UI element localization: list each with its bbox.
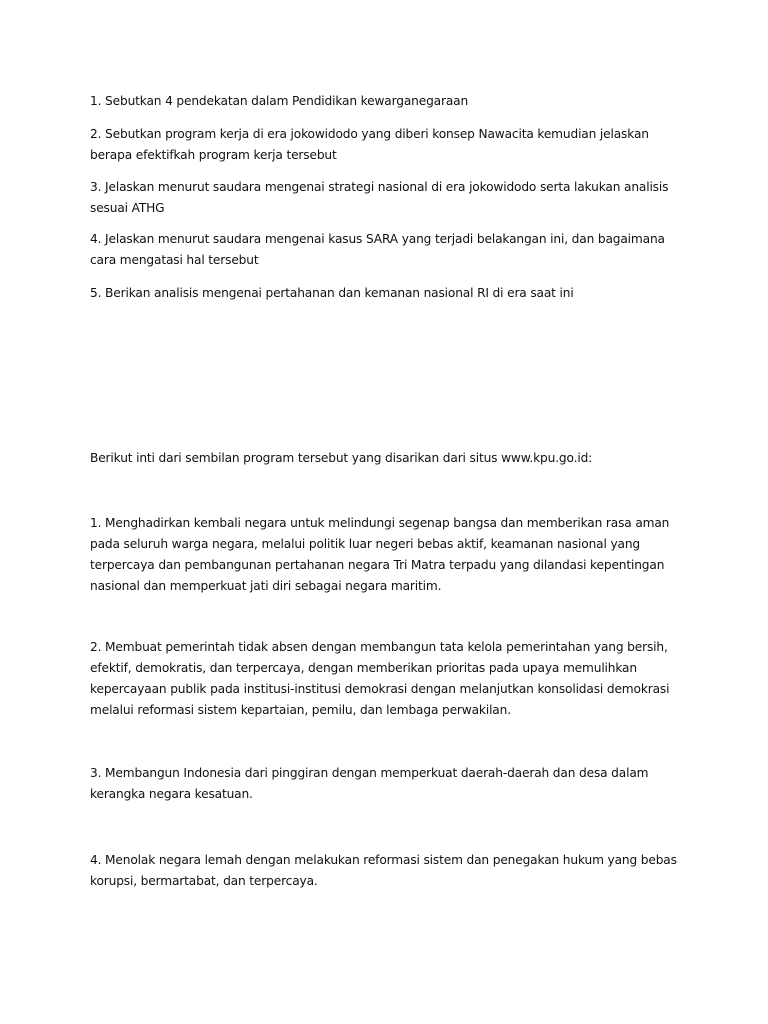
question-5: 5. Berikan analisis mengenai pertahanan dan kemanan nasional RI di era saat ini	[90, 286, 574, 300]
program-item-4: 4. Menolak negara lemah dengan melakukan reformasi sistem dan penegakan hukum yang bebas korupsi, bermartabat, dan terpercaya.	[90, 853, 677, 888]
question-3: 3. Jelaskan menurut saudara mengenai strategi nasional di era jokowidodo serta lakukan analisis sesuai ATHG	[90, 180, 669, 215]
program-item-3: 3. Membangun Indonesia dari pinggiran dengan memperkuat daerah-daerah dan desa dalam kerangka negara kesatuan.	[90, 766, 649, 801]
program-intro: Berikut inti dari sembilan program tersebut yang disarikan dari situs www.kpu.go.id:	[90, 451, 593, 465]
question-1: 1. Sebutkan 4 pendekatan dalam Pendidikan kewarganegaraan	[90, 94, 469, 108]
program-item-2: 2. Membuat pemerintah tidak absen dengan membangun tata kelola pemerintahan yang bersih, efektif, demokratis, dan terpercaya, dengan memberikan prioritas pada upaya memulihkan kepercayaan publik pada institusi-institusi demokrasi dengan melanjutkan konsolidasi demokrasi melalui reformasi sistem kepartaian, pemilu, dan lembaga perwakilan.	[90, 640, 670, 717]
question-4: 4. Jelaskan menurut saudara mengenai kasus SARA yang terjadi belakangan ini, dan bagaimana cara mengatasi hal tersebut	[90, 232, 665, 267]
question-2: 2. Sebutkan program kerja di era jokowidodo yang diberi konsep Nawacita kemudian jelaskan berapa efektifkah program kerja tersebut	[90, 127, 649, 162]
program-item-1: 1. Menghadirkan kembali negara untuk melindungi segenap bangsa dan memberikan rasa aman pada seluruh warga negara, melalui politik luar negeri bebas aktif, keamanan nasional yang terpercaya dan pembangunan pertahanan negara Tri Matra terpadu yang dilandasi kepentingan nasional dan memperkuat jati diri sebagai negara maritim.	[90, 516, 670, 593]
